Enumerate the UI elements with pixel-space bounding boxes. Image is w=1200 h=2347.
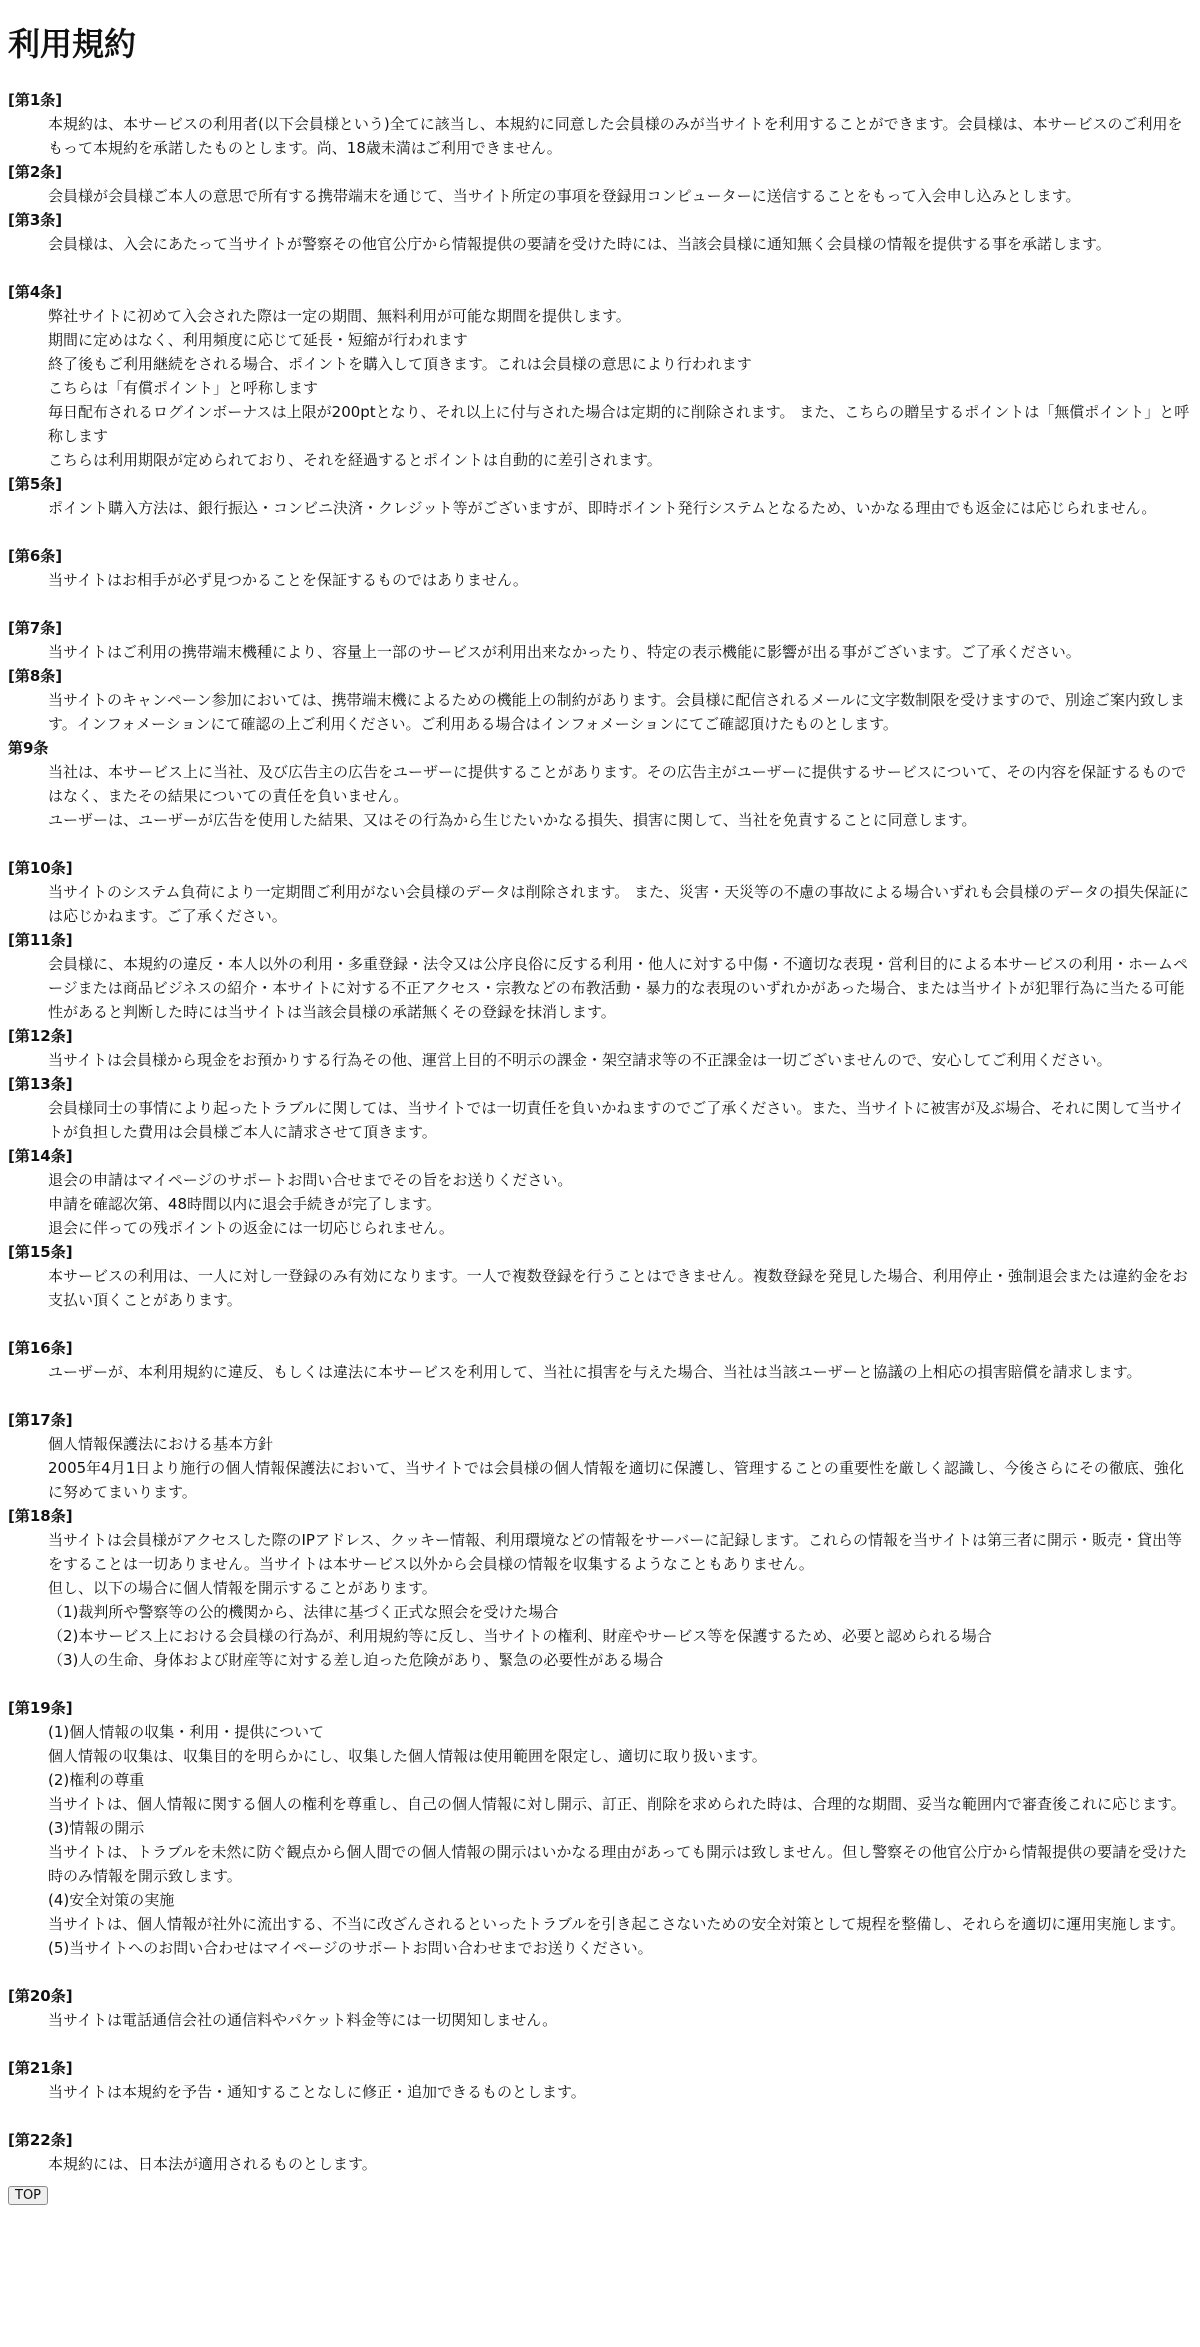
spacer bbox=[8, 1312, 1192, 1336]
article-title: [第1条] bbox=[8, 91, 63, 109]
article-title: 第9条 bbox=[8, 739, 49, 757]
article-22 bbox=[8, 2128, 1192, 2176]
article-title: [第12条] bbox=[8, 1027, 73, 1045]
top-button[interactable]: TOP bbox=[8, 2186, 48, 2205]
article-1 bbox=[8, 88, 1192, 160]
article-text: 当サイトのシステム負荷により一定期間ご利用がない会員様のデータは削除されます。 また、災害・天災等の不慮の事故による場合いずれも会員様のデータの損失保証には応じかねます。ご了承ください。 bbox=[48, 883, 1190, 925]
article-text: （2)本サービス上における会員様の行為が、利用規約等に反し、当サイトの権利、財産やサービス等を保護するため、必要と認められる場合 bbox=[48, 1627, 992, 1645]
spacer bbox=[8, 1672, 1192, 1696]
article-21 bbox=[8, 2056, 1192, 2104]
spacer bbox=[8, 592, 1192, 616]
spacer bbox=[8, 2104, 1192, 2128]
article-text: 終了後もご利用継続をされる場合、ポイントを購入して頂きます。これは会員様の意思により行われます bbox=[48, 355, 752, 373]
spacer bbox=[8, 1384, 1192, 1408]
article-title: [第16条] bbox=[8, 1339, 73, 1357]
article-5 bbox=[8, 472, 1192, 520]
article-12 bbox=[8, 1024, 1192, 1072]
article-text: 個人情報の収集は、収集目的を明らかにし、収集した個人情報は使用範囲を限定し、適切に取り扱います。 bbox=[48, 1747, 767, 1765]
article-text: 本サービスの利用は、一人に対し一登録のみ有効になります。一人で複数登録を行うことはできません。複数登録を発見した場合、利用停止・強制退会または違約金をお支払い頂くことがあります。 bbox=[48, 1267, 1188, 1309]
spacer bbox=[8, 520, 1192, 544]
article-text: 会員様は、入会にあたって当サイトが警察その他官公庁から情報提供の要請を受けた時には、当該会員様に通知無く会員様の情報を提供する事を承諾します。 bbox=[48, 235, 1111, 253]
article-17 bbox=[8, 1408, 1192, 1504]
article-text: （3)人の生命、身体および財産等に対する差し迫った危険があり、緊急の必要性がある場合 bbox=[48, 1651, 664, 1669]
spacer bbox=[8, 1960, 1192, 1984]
article-text: 毎日配布されるログインボーナスは上限が200ptとなり、それ以上に付与された場合は定期的に削除されます。 また、こちらの贈呈するポイントは「無償ポイント」と呼称します bbox=[48, 403, 1190, 445]
article-text: (2)権利の尊重 bbox=[48, 1771, 145, 1789]
article-7 bbox=[8, 616, 1192, 664]
article-text: 当サイトのキャンペーン参加においては、携帯端末機によるための機能上の制約があります。会員様に配信されるメールに文字数制限を受けますので、別途ご案内致します。インフォメーションにて確認の上ご利用ください。ご利用ある場合はインフォメーションにてご確認頂けたものとします。 bbox=[48, 691, 1185, 733]
article-text: 当サイトは、個人情報に関する個人の権利を尊重し、自己の個人情報に対し開示、訂正、削除を求められた時は、合理的な期間、妥当な範囲内で審査後これに応じます。 bbox=[48, 1795, 1186, 1813]
article-text: (3)情報の開示 bbox=[48, 1819, 145, 1837]
article-text: 当サイトはお相手が必ず見つかることを保証するものではありません。 bbox=[48, 571, 528, 589]
article-title: [第21条] bbox=[8, 2059, 73, 2077]
article-text: 期間に定めはなく、利用頻度に応じて延長・短縮が行われます bbox=[48, 331, 468, 349]
article-text: 2005年4月1日より施行の個人情報保護法において、当サイトでは会員様の個人情報を適切に保護し、管理することの重要性を厳しく認識し、今後さらにその徹底、強化に努めてまいります。 bbox=[48, 1459, 1184, 1501]
article-text: 当サイトは本規約を予告・通知することなしに修正・追加できるものとします。 bbox=[48, 2083, 586, 2101]
article-text: 但し、以下の場合に個人情報を開示することがあります。 bbox=[48, 1579, 437, 1597]
article-10 bbox=[8, 856, 1192, 928]
article-title: [第19条] bbox=[8, 1699, 73, 1717]
articles-container bbox=[8, 88, 1192, 2176]
article-text: 当サイトは、個人情報が社外に流出する、不当に改ざんされるといったトラブルを引き起こさないための安全対策として規程を整備し、それらを適切に運用実施します。 bbox=[48, 1915, 1186, 1933]
article-text: ポイント購入方法は、銀行振込・コンビニ決済・クレジット等がございますが、即時ポイント発行システムとなるため、いかなる理由でも返金には応じられません。 bbox=[48, 499, 1157, 517]
article-text: 弊社サイトに初めて入会された際は一定の期間、無料利用が可能な期間を提供します。 bbox=[48, 307, 631, 325]
article-title: [第3条] bbox=[8, 211, 63, 229]
article-title: [第17条] bbox=[8, 1411, 73, 1429]
article-text: ユーザーが、本利用規約に違反、もしくは違法に本サービスを利用して、当社に損害を与えた場合、当社は当該ユーザーと協議の上相応の損害賠償を請求します。 bbox=[48, 1363, 1142, 1381]
spacer bbox=[8, 256, 1192, 280]
article-text: 当社は、本サービス上に当社、及び広告主の広告をユーザーに提供することがあります。その広告主がユーザーに提供するサービスについて、その内容を保証するものではなく、またその結果についての責任を負いません。 bbox=[48, 763, 1187, 805]
article-text: 当サイトはご利用の携帯端末機種により、容量上一部のサービスが利用出来なかったり、特定の表示機能に影響が出る事がございます。ご了承ください。 bbox=[48, 643, 1081, 661]
page-title: 利用規約 bbox=[8, 25, 137, 63]
article-text: こちらは利用期限が定められており、それを経過するとポイントは自動的に差引されます。 bbox=[48, 451, 662, 469]
article-text: (4)安全対策の実施 bbox=[48, 1891, 175, 1909]
article-11 bbox=[8, 928, 1192, 1024]
article-text: 会員様が会員様ご本人の意思で所有する携帯端末を通じて、当サイト所定の事項を登録用コンピューターに送信することをもって入会申し込みとします。 bbox=[48, 187, 1081, 205]
spacer bbox=[8, 832, 1192, 856]
article-title: [第5条] bbox=[8, 475, 63, 493]
article-text: こちらは「有償ポイント」と呼称します bbox=[48, 379, 319, 397]
article-text: 当サイトは電話通信会社の通信料やパケット料金等には一切関知しません。 bbox=[48, 2011, 558, 2029]
article-title: [第22条] bbox=[8, 2131, 73, 2149]
article-18 bbox=[8, 1504, 1192, 1672]
article-text: 当サイトは会員様がアクセスした際のIPアドレス、クッキー情報、利用環境などの情報をサーバーに記録します。これらの情報を当サイトは第三者に開示・販売・貸出等をすることは一切ありません。当サイトは本サービス以外から会員様の情報を収集するようなこともありません。 bbox=[48, 1531, 1182, 1573]
article-text: 当サイトは、トラブルを未然に防ぐ観点から個人間での個人情報の開示はいかなる理由があっても開示は致しません。但し警察その他官公庁から情報提供の要請を受けた時のみ情報を開示致します。 bbox=[48, 1843, 1188, 1885]
article-text: 退会に伴っての残ポイントの返金には一切応じられません。 bbox=[48, 1219, 454, 1237]
article-title: [第20条] bbox=[8, 1987, 73, 2005]
article-title: [第7条] bbox=[8, 619, 63, 637]
article-text: 本規約には、日本法が適用されるものとします。 bbox=[48, 2155, 377, 2173]
article-text: 会員様同士の事情により起ったトラブルに関しては、当サイトでは一切責任を負いかねますのでご了承ください。また、当サイトに被害が及ぶ場合、それに関して当サイトが負担した費用は会員様ご本人に請求させて頂きます。 bbox=[48, 1099, 1185, 1141]
article-text: 当サイトは会員様から現金をお預かりする行為その他、運営上目的不明示の課金・架空請求等の不正課金は一切ございませんので、安心してご利用ください。 bbox=[48, 1051, 1112, 1069]
article-title: [第11条] bbox=[8, 931, 73, 949]
article-3 bbox=[8, 208, 1192, 256]
article-title: [第14条] bbox=[8, 1147, 73, 1165]
article-text: 本規約は、本サービスの利用者(以下会員様という)全てに該当し、本規約に同意した会員様のみが当サイトを利用することができます。会員様は、本サービスのご利用をもって本規約を承諾したものとします。尚、18歳未満はご利用できません。 bbox=[48, 115, 1183, 157]
article-title: [第13条] bbox=[8, 1075, 73, 1093]
article-text: （1)裁判所や警察等の公的機関から、法律に基づく正式な照会を受けた場合 bbox=[48, 1603, 559, 1621]
article-text: 退会の申請はマイページのサポートお問い合せまでその旨をお送りください。 bbox=[48, 1171, 573, 1189]
article-text: 申請を確認次第、48時間以内に退会手続きが完了します。 bbox=[48, 1195, 441, 1213]
spacer bbox=[8, 2032, 1192, 2056]
article-15 bbox=[8, 1240, 1192, 1312]
article-14 bbox=[8, 1144, 1192, 1240]
article-title: [第8条] bbox=[8, 667, 63, 685]
article-title: [第6条] bbox=[8, 547, 63, 565]
article-19 bbox=[8, 1696, 1192, 1960]
article-6 bbox=[8, 544, 1192, 592]
article-title: [第4条] bbox=[8, 283, 63, 301]
article-9 bbox=[8, 736, 1192, 832]
article-2 bbox=[8, 160, 1192, 208]
article-20 bbox=[8, 1984, 1192, 2032]
article-text: (1)個人情報の収集・利用・提供について bbox=[48, 1723, 324, 1741]
article-16 bbox=[8, 1336, 1192, 1384]
article-title: [第18条] bbox=[8, 1507, 73, 1525]
article-13 bbox=[8, 1072, 1192, 1144]
article-title: [第2条] bbox=[8, 163, 63, 181]
article-text: (5)当サイトへのお問い合わせはマイページのサポートお問い合わせまでお送りください。 bbox=[48, 1939, 653, 1957]
article-4 bbox=[8, 280, 1192, 472]
article-title: [第15条] bbox=[8, 1243, 73, 1261]
article-text: 会員様に、本規約の違反・本人以外の利用・多重登録・法令又は公序良俗に反する利用・他人に対する中傷・不適切な表現・営利目的による本サービスの利用・ホームページまたは商品ビジネスの紹介・本サイトに対する不正アクセス・宗教などの布教活動・暴力的な表現のいずれかがあった場合、または当サイトが犯罪行為に当たる可能性があると判断した時には当サイトは当該会員様の承諾無くその登録を抹消します。 bbox=[48, 955, 1189, 1021]
article-text: ユーザーは、ユーザーが広告を使用した結果、又はその行為から生じたいかなる損失、損害に関して、当社を免責することに同意します。 bbox=[48, 811, 977, 829]
article-title: [第10条] bbox=[8, 859, 73, 877]
article-8 bbox=[8, 664, 1192, 736]
article-text: 個人情報保護法における基本方針 bbox=[48, 1435, 274, 1453]
